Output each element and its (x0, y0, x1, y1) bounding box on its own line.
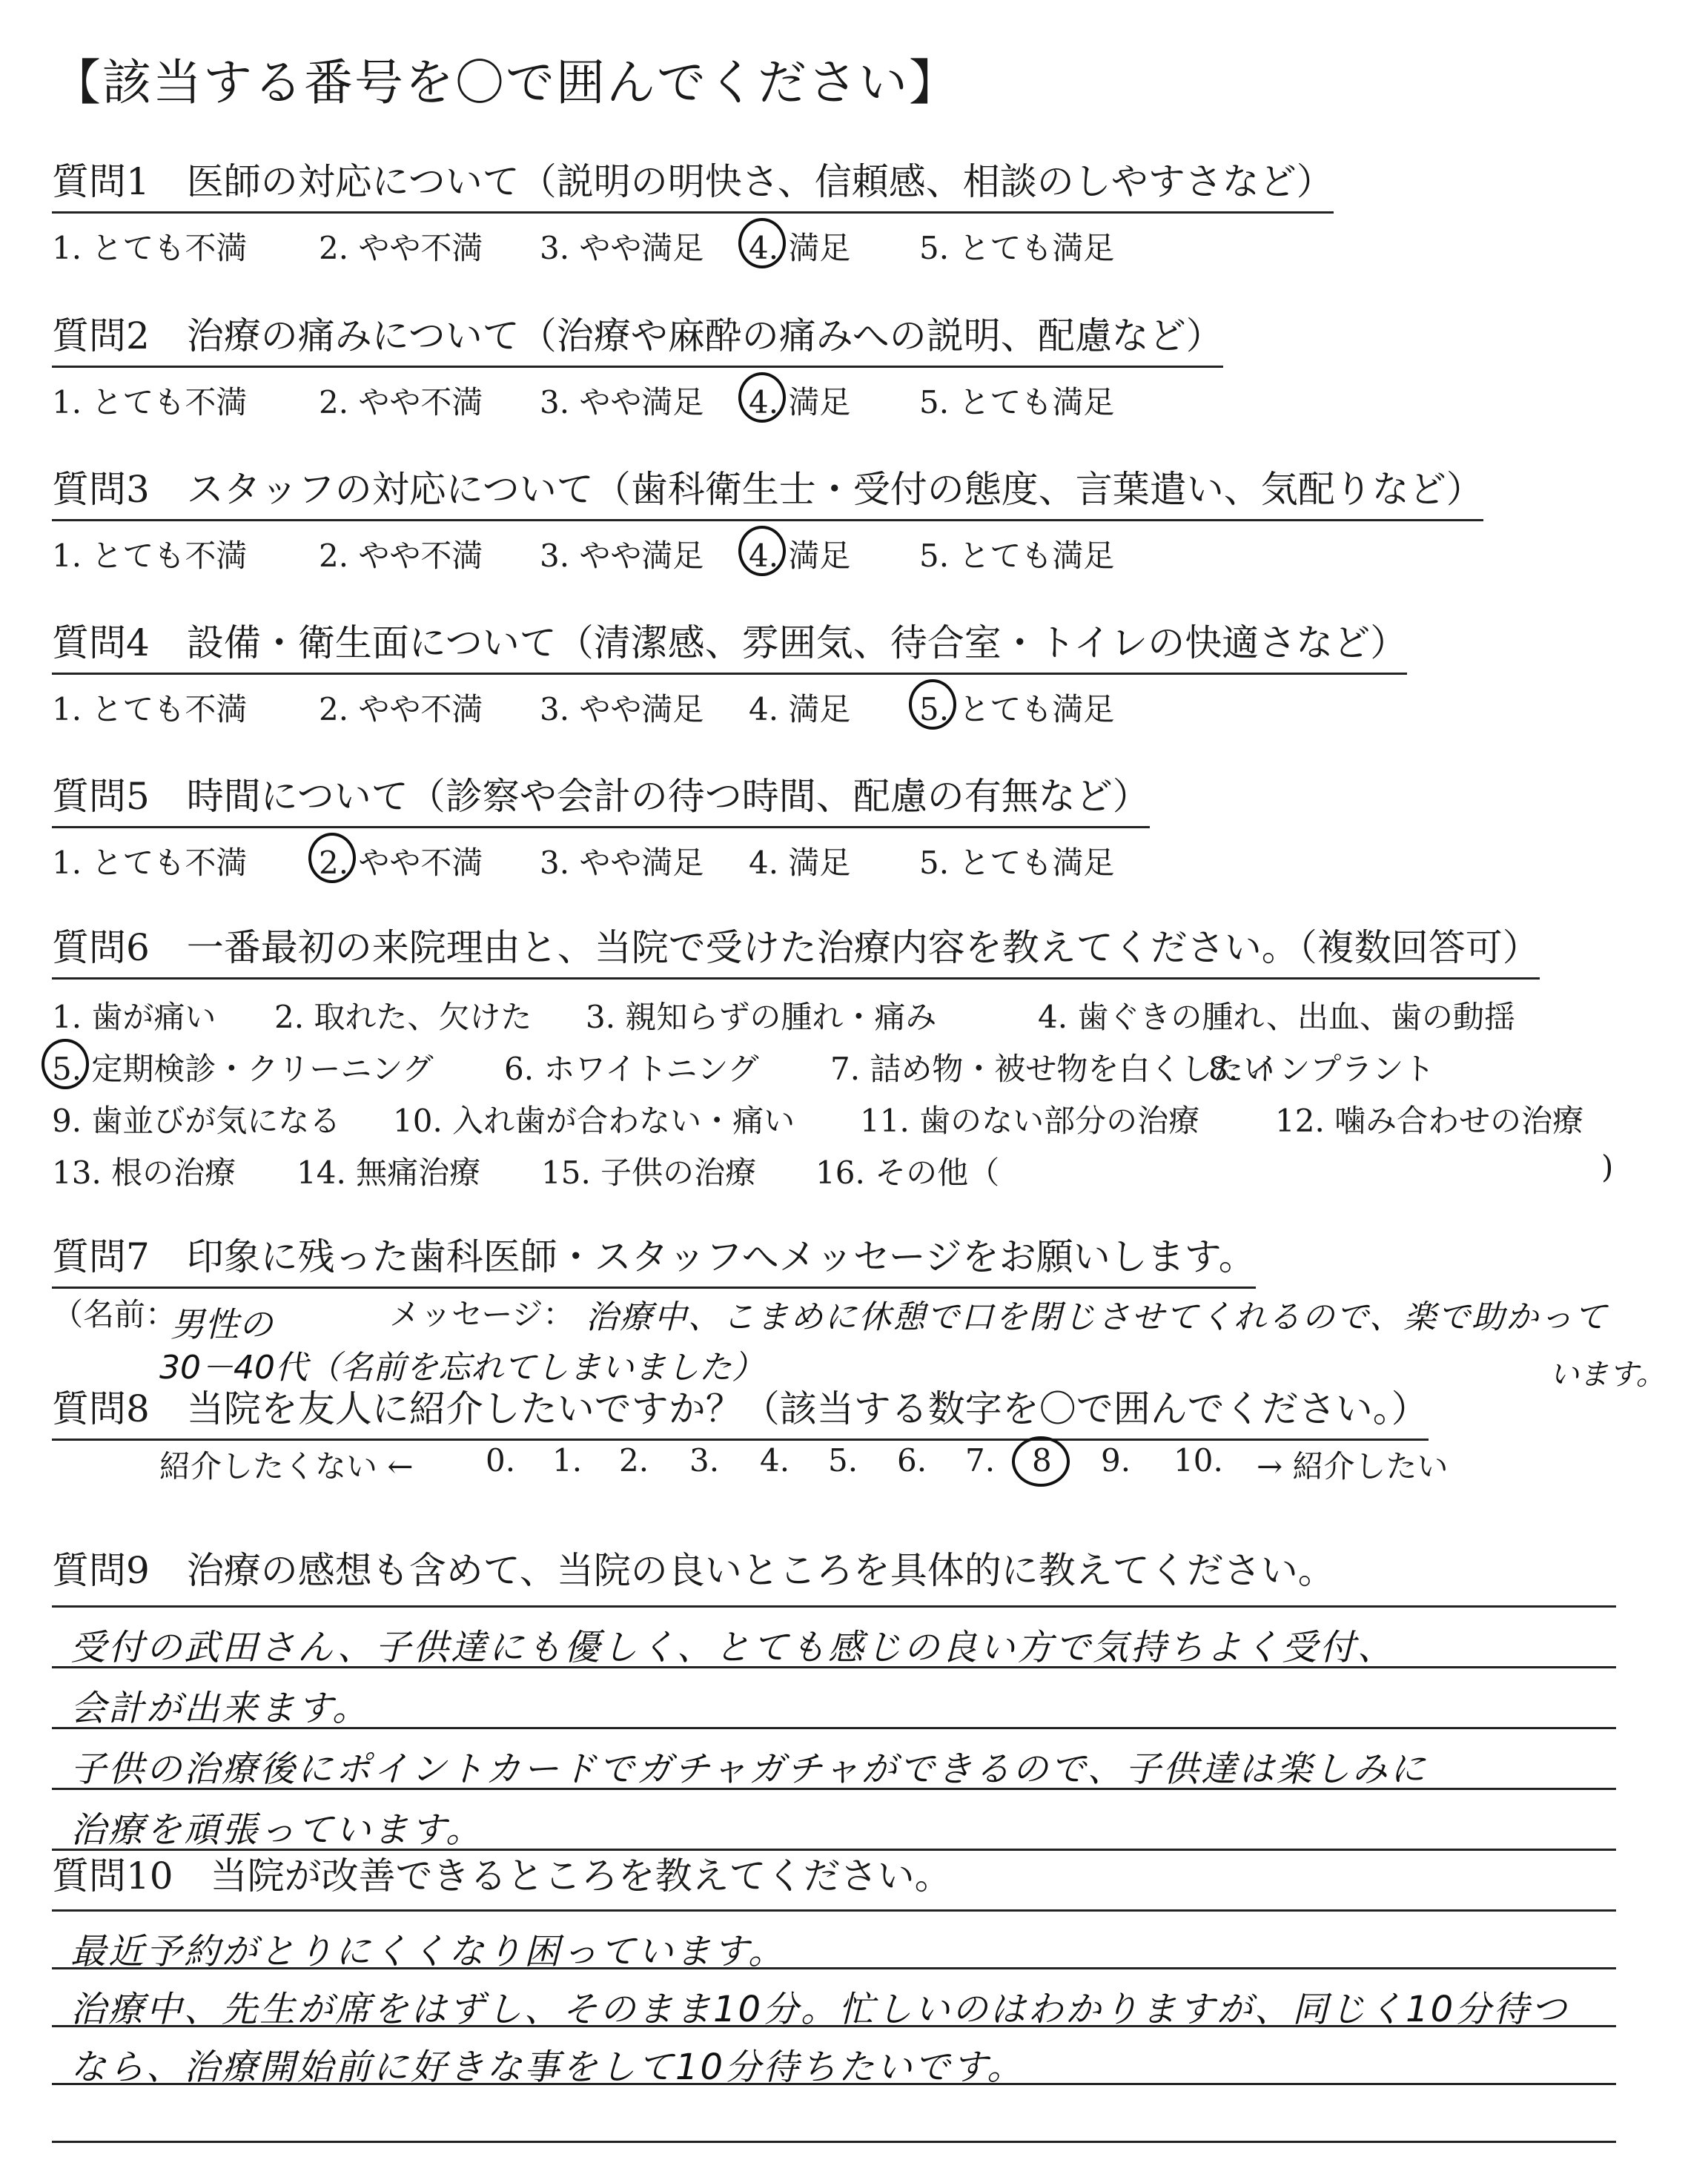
handwritten-line: 最近予約がとりにくくなり困っています。 (70, 1931, 787, 1972)
rating-option-1[interactable]: 1. とても不満 (52, 845, 248, 881)
reason-option[interactable]: 3. 親知らずの腫れ・痛み (586, 999, 937, 1035)
question-10 (52, 1846, 1623, 1906)
question-8-title: 質問8 当院を友人に紹介したいですか？（該当する数字を〇で囲んでください。） (52, 1379, 1429, 1441)
selected-circle-mark (738, 372, 786, 423)
reason-row (52, 1149, 1623, 1200)
rating-option-2[interactable]: 2. やや不満 (319, 230, 483, 266)
selected-circle-mark (42, 1039, 89, 1089)
rating-option-4[interactable]: 4. 満足 (749, 230, 851, 266)
rating-option-5[interactable]: 5. とても満足 (919, 691, 1115, 727)
question-1 (52, 152, 1623, 268)
handwritten-line: 子供の治療後にポイントカードでガチャガチャができるので、子供達は楽しみに (70, 1748, 1428, 1790)
handwritten-line: 会計が出来ます。 (70, 1688, 371, 1729)
reason-option[interactable]: 8. インプラント (1208, 1051, 1435, 1087)
rating-option-3[interactable]: 3. やや満足 (540, 691, 704, 727)
reason-option[interactable]: 9. 歯並びが気になる (52, 1103, 341, 1139)
handwritten-line: なら、治療開始前に好きな事をして10分待ちたいです。 (70, 2047, 1025, 2088)
ruled-line (52, 2141, 1616, 2143)
handwritten-line: 受付の武田さん、子供達にも優しく、とても感じの良い方で気持ちよく受付、 (70, 1627, 1395, 1668)
reason-option[interactable]: 15. 子供の治療 (541, 1155, 757, 1191)
message-label: メッセージ： (389, 1296, 575, 1332)
rating-option-4[interactable]: 4. 満足 (749, 384, 851, 420)
question-7-title: 質問7 印象に残った歯科医師・スタッフへメッセージをお願いします。 (52, 1227, 1256, 1289)
recommend-scale (0, 1442, 1708, 1494)
handwritten-message-cont: います。 (1549, 1358, 1666, 1392)
rating-option-4[interactable]: 4. 満足 (749, 538, 851, 574)
question-6-title: 質問6 一番最初の来院理由と、当院で受けた治療内容を教えてください。（複数回答可） (52, 918, 1540, 980)
question-1-title: 質問1 医師の対応について（説明の明快さ、信頼感、相談のしやすさなど） (52, 152, 1334, 214)
question-3 (52, 460, 1623, 576)
scale-left-label: 紹介したくない ← (159, 1448, 414, 1484)
selected-circle-mark (738, 526, 786, 576)
scale-value[interactable]: 0. (486, 1442, 516, 1479)
question-9-title: 質問9 治療の感想も含めて、当院の良いところを具体的に教えてください。 (52, 1549, 1335, 1592)
reason-option[interactable]: 7. 詰め物・被せ物を白くしたい (830, 1051, 1275, 1087)
scale-value[interactable]: 3. (689, 1442, 720, 1479)
rating-option-4[interactable]: 4. 満足 (749, 691, 851, 727)
rating-option-3[interactable]: 3. やや満足 (540, 845, 704, 881)
scale-value[interactable]: 5. (828, 1442, 858, 1479)
handwritten-message: 治療中、こまめに休憩で口を閉じさせてくれるので、楽で助かって (586, 1298, 1609, 1336)
scale-right-label: → 紹介したい (1257, 1448, 1449, 1484)
handwritten-name: 男性の (171, 1304, 273, 1344)
rating-option-5[interactable]: 5. とても満足 (919, 384, 1115, 420)
rating-option-5[interactable]: 5. とても満足 (919, 845, 1115, 881)
scale-value[interactable]: 1. (552, 1442, 583, 1479)
question-2-title: 質問2 治療の痛みについて（治療や麻酔の痛みへの説明、配慮など） (52, 306, 1223, 368)
question-5 (52, 767, 1623, 883)
selected-circle-mark (1012, 1436, 1070, 1487)
rating-option-3[interactable]: 3. やや満足 (540, 230, 704, 266)
question-4 (52, 613, 1623, 730)
scale-value[interactable]: 10. (1174, 1442, 1223, 1479)
selected-circle-mark (738, 218, 786, 268)
rating-option-1[interactable]: 1. とても不満 (52, 691, 248, 727)
page-instruction: 【該当する番号を〇で囲んでください】 (52, 54, 959, 111)
scale-value[interactable]: 4. (760, 1442, 790, 1479)
reason-row (52, 1045, 1623, 1097)
handwritten-line: 治療を頑張っています。 (70, 1809, 484, 1851)
reason-option[interactable]: 11. 歯のない部分の治療 (860, 1103, 1200, 1139)
reason-row (52, 993, 1623, 1045)
reason-option[interactable]: 2. 取れた、欠けた (274, 999, 532, 1035)
scale-value[interactable]: 8 (1032, 1442, 1052, 1479)
reason-option[interactable]: 1. 歯が痛い (52, 999, 216, 1035)
reason-option[interactable]: 10. 入れ歯が合わない・痛い (393, 1103, 795, 1139)
question-8 (52, 1379, 1623, 1441)
rating-option-5[interactable]: 5. とても満足 (919, 230, 1115, 266)
question-9 (52, 1541, 1623, 1600)
handwritten-age: 30－40代（名前を忘れてしまいました） (159, 1349, 764, 1387)
rating-option-3[interactable]: 3. やや満足 (540, 538, 704, 574)
selected-circle-mark (308, 833, 356, 883)
scale-value[interactable]: 7. (965, 1442, 996, 1479)
rating-option-3[interactable]: 3. やや満足 (540, 384, 704, 420)
rating-option-5[interactable]: 5. とても満足 (919, 538, 1115, 574)
scale-value[interactable]: 6. (897, 1442, 927, 1479)
ruled-line (52, 1909, 1616, 1912)
question-7 (52, 1227, 1623, 1289)
question-4-title: 質問4 設備・衛生面について（清潔感、雰囲気、待合室・トイレの快適さなど） (52, 613, 1407, 675)
reason-option[interactable]: 16. その他（ (815, 1155, 1000, 1191)
reason-option[interactable]: 14. 無痛治療 (297, 1155, 481, 1191)
selected-circle-mark (909, 679, 956, 730)
rating-option-1[interactable]: 1. とても不満 (52, 384, 248, 420)
rating-option-4[interactable]: 4. 満足 (749, 845, 851, 881)
rating-option-2[interactable]: 2. やや不満 (319, 845, 483, 881)
reason-row (52, 1097, 1623, 1149)
ruled-line (52, 1605, 1616, 1608)
reason-option[interactable]: 4. 歯ぐきの腫れ、出血、歯の動揺 (1038, 999, 1515, 1035)
rating-option-2[interactable]: 2. やや不満 (319, 691, 483, 727)
reason-option[interactable]: 6. ホワイトニング (504, 1051, 759, 1087)
question-5-title: 質問5 時間について（診察や会計の待つ時間、配慮の有無など） (52, 767, 1150, 828)
question-2 (52, 306, 1623, 423)
name-label: （名前： (52, 1296, 177, 1332)
handwritten-line: 治療中、先生が席をはずし、そのまま10分。忙しいのはわかりますが、同じく10分待つ (70, 1989, 1569, 2030)
question-6 (52, 918, 1623, 1200)
rating-option-2[interactable]: 2. やや不満 (319, 538, 483, 574)
question-3-title: 質問3 スタッフの対応について（歯科衛生士・受付の態度、言葉遣い、気配りなど） (52, 460, 1483, 521)
reason-option[interactable]: 12. 噛み合わせの治療 (1275, 1103, 1584, 1139)
reason-option[interactable]: ) (1601, 1149, 1614, 1185)
scale-value[interactable]: 9. (1101, 1442, 1131, 1479)
rating-option-1[interactable]: 1. とても不満 (52, 230, 248, 266)
reason-option[interactable]: 5. 定期検診・クリーニング (52, 1051, 434, 1087)
rating-option-1[interactable]: 1. とても不満 (52, 538, 248, 574)
question-10-title: 質問10 当院が改善できるところを教えてください。 (52, 1855, 952, 1898)
scale-value[interactable]: 2. (619, 1442, 649, 1479)
reason-option[interactable]: 13. 根の治療 (52, 1155, 236, 1191)
rating-option-2[interactable]: 2. やや不満 (319, 384, 483, 420)
